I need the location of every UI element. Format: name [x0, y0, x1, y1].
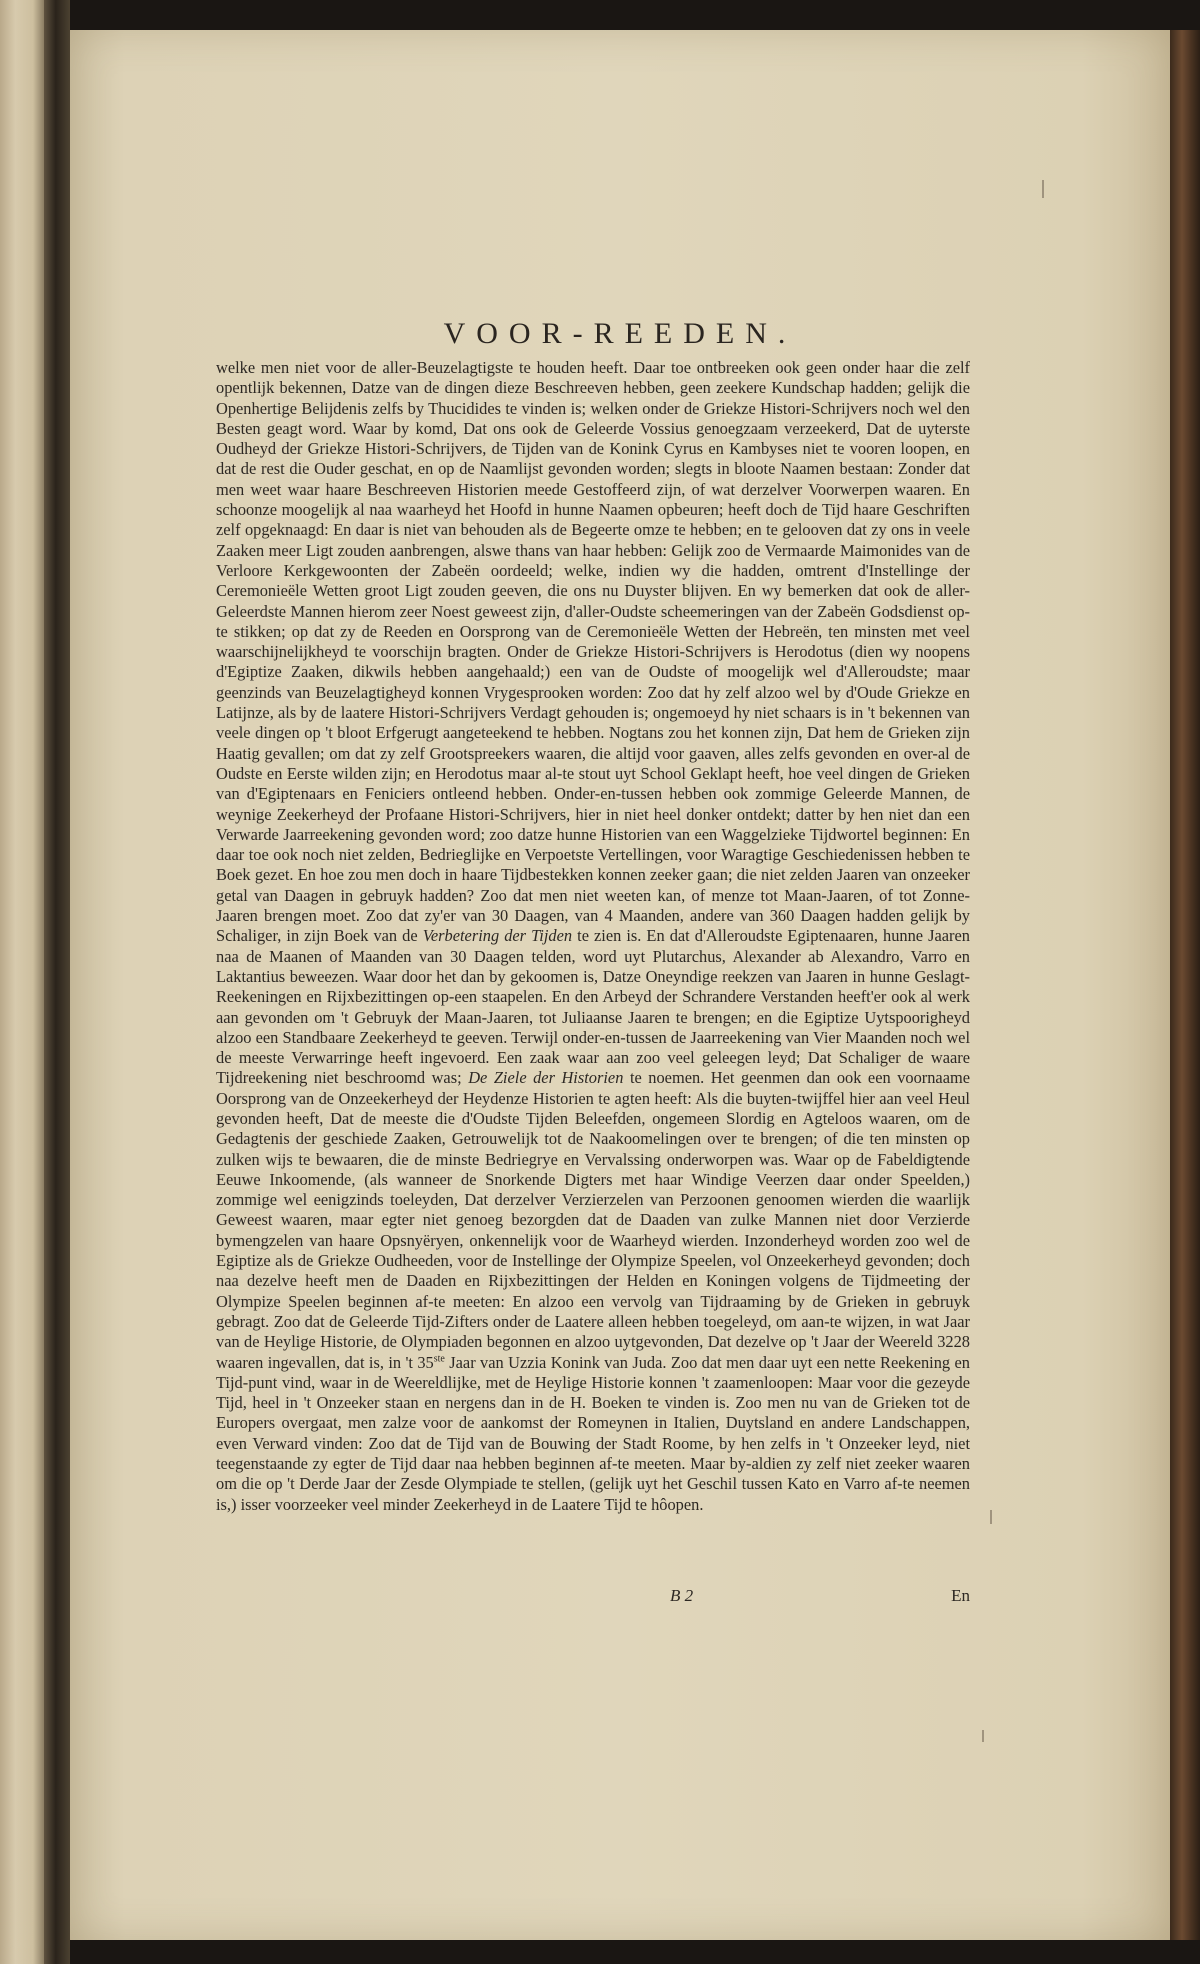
running-head: VOOR-REEDEN.	[443, 317, 797, 350]
signature-mark: B 2	[670, 1586, 694, 1605]
text-segment-2: te zien is. En dat d'Alleroudste Egiptenaaren, hunne Jaaren naa de Maanen of Maanden van 30 Daagen telden, word uyt Plutarchus, Alexander ab Alexandro, Varro en Laktantius beweezen. Waar door het dan by gekoomen is, Datze Oneyndige reekzen van Jaaren in hunne Geslagt-Reekeningen en Rijxbezittingen op-een staapelen. En den Arbeyd der Schrandere Verstanden heeft'er ook al werk aan gevonden om 't Gebruyk der Maan-Jaaren, tot Juliaanse Jaaren te brengen; en die Egiptize Uytspoorigheyd alzoo een Standbaare Zeekerheyd te geeven. Terwijl onder-en-tussen de Jaarreekening van Vier Maanden noch wel de meeste Verwarringe heeft ingevoerd. Een zaak waar aan zoo veel geleegen leyd; Dat Schaliger de waare Tijdreekening niet beschroomd was;	[216, 926, 970, 1088]
book-gutter	[44, 0, 70, 1964]
text-segment-3: te noemen. Het geenmen dan ook een voornaame Oorsprong van de Onzeekerheyd der Heydenze Historien te agten heeft: Als die buyten-twijffel hier aan veel Heul gevonden heeft, Dat de meeste die d'Oudste Tijden Beleefden, ongemeen Slordig en Agteloos waaren, om de Gedagtenis der geschiede Zaaken, Getrouwelijk tot de Naakoomelingen over te brengen; of die ten minsten op zulken wijs te bewaaren, die de minste Bedriegrye en Vervalssing onderworpen was. Waar op de Fabeldigtende Eeuwe Inkoomende, (als wanneer de Snorkende Digters met haar Windige Veerzen daar onder Speelden,) zommige wel eenigzinds toeleyden, Dat derzelver Verzierzelen van Perzoonen genoomen wierden die waarlijk Geweest waaren, maar egter niet genoeg bezorgden dat de Daaden van zulke Mannen niet door Verzierde bymengzelen van haare Opsnyëryen, onkennelijk voor de Waarheyd wierden. Inzonderheyd worden zoo wel de Egiptize als de Griekze Oudheeden, voor de Instellinge der Olympize Speelen, vol Onzeekerheyd gevonden; doch naa dezelve heeft men de Daaden en Rijxbezittingen der Helden en Koningen volgens de Tijdmeeting der Olympize Speelen beginnen af-te meeten: En alzoo een vervolg van Tijdraaming by de Grieken in gebruyk gebragt. Zoo dat de Geleerde Tijd-Zifters onder de Laatere alleen hebben toegeleyd, om aan-te wijzen, in wat Jaar van de Heylige Historie, de Olympiaden begonnen en alzoo uytgevonden, Dat dezelve op 't Jaar der Weereld 3228 waaren ingevallen, dat is, in 't 35	[216, 1068, 971, 1372]
soul-phrase-italic: De Ziele der Historien	[468, 1068, 624, 1088]
paragraph	[216, 358, 970, 1515]
facing-page-edge	[0, 0, 44, 1964]
binding-edge	[1170, 30, 1200, 1940]
body-text	[216, 358, 970, 1515]
ordinal-suffix: ste	[433, 1353, 445, 1365]
text-segment-1: welke men niet voor de aller-Beuzelagtigste te houden heeft. Daar toe ontbreeken ook geen onder haar die zelf opentlijk bekennen, Datze van de dingen dieze Beschreeven hebben, geen zeekere Kundschap hadden; gelijk die Openhertige Belijdenis zelfs by Thucidides te vinden is; welken onder de Griekze Histori-Schrijvers noch wel den Besten geagt word. Waar by komd, Dat ons ook de Geleerde Vossius genoegzaam verzeekerd, Dat de uyterste Oudheyd der Griekze Histori-Schrijvers, de Tijden van de Konink Cyrus en Kambyses niet te vooren loopen, en dat de rest die Ouder geschat, en op de Naamlijst gevonden worden; slegts in bloote Naamen bestaan: Zonder dat men weet waar haare Beschreeven Historien meede Gestoffeerd zijn, of wat derzelver Voorwerpen waaren. En schoonze moogelijk al naa waarheyd het Hoofd in hunne Naamen opbeuren; heeft doch de Tijd haare Geschriften zelf opgeknaagd: En daar is niet van behouden als de Begeerte omze te hebben; en te gelooven dat zy ons in veele Zaaken meer Ligt zouden aanbrengen, alswe thans van haar hebben: Gelijk zoo de Vermaarde Maimonides van de Verloore Kerkgewoonten der Zabeën oordeeld; welke, indien wy die hadden, omtrent d'Instellinge der Ceremonieële Wetten groot Ligt zouden geeven, die ons nu Duyster blijven. En wy bemerken dat ook de aller-Geleerdste Mannen hierom zeer Noest geweest zijn, d'aller-Oudste scheemeringen van der Zabeën Godsdienst op-te stikken; op dat zy de Reeden en Oorsprong van de Ceremonieële Wetten der Hebreën, ten minsten met veel waarschijnelijkheyd te voorschijn bragten. Onder de Griekze Histori-Schrijvers is Herodotus (dien wy noopens d'Egiptize Zaaken, dikwils hebben aangehaald;) een van de Oudste of moogelijk wel d'Alleroudste; maar geenzinds van Beuzelagtigheyd konnen Vrygesprooken worden: Zoo dat hy zelf alzoo wel by d'Oude Griekze en Latijnze, als by de laatere Histori-Schrijvers Verdagt gehouden is; ongemoeyd hy niet schaars is in 't bekennen van veele dingen op 't bloot Erfgerugt aangeteekend te hebben. Nogtans zou het konnen zijn, Dat hem de Grieken zijn Haatig gevallen; om dat zy zelf Grootspreekers waaren, die altijd voor gaaven, alles zelfs gevonden en over-al de Oudste en Eerste wilden zijn; en Herodotus maar al-te stout uyt School Geklapt heeft, hoe veel dingen de Grieken van d'Egiptenaars en Feniciers ontleend hebben. Onder-en-tussen hebben ook zommige Geleerde Mannen, de weynige Zeekerheyd der Profaane Histori-Schrijvers, hier in niet heel donker ontdekt; datter by hen niet dan een Verwarde Jaarreekening gevonden word; zoo datze hunne Historien van een Waggelzieke Tijdwortel beginnen: En daar toe ook noch niet zelden, Bedrieglijke en Verpoetste Vertellingen, voor Waragtige Geschiedenissen hebben te Boek gezet. En hoe zou men doch in haare Tijdbestekken konnen zeeker gaan; die niet zelden Jaaren van onzeeker getal van Daagen in gebruyk hadden? Zoo dat men niet weeten kan, of menze tot Maan-Jaaren, of tot Zonne-Jaaren brengen moet. Zoo dat zy'er van 30 Daagen, van 4 Maanden, andere van 360 Daagen hadden gelijk by Schaliger, in zijn Boek van de	[216, 358, 970, 946]
paper-blemish	[1042, 180, 1044, 198]
catchword: En	[951, 1586, 970, 1605]
page-foot	[216, 1586, 970, 1610]
paper-blemish	[982, 1730, 984, 1742]
text-segment-4: Jaar van Uzzia Konink van Juda. Zoo dat men daar uyt een nette Reekening en Tijd-punt vind, waar in de Weereldlijke, met de Heylige Historie konnen 't zaamenloopen: Maar voor die gezeyde Tijd, heel in 't Onzeeker staan en nergens dan in de H. Boeken te vinden is. Zoo men nu van de Grieken tot de Europers overgaat, men zalze voor de aankomst der Romeynen in Italien, Duytsland en andere Landschappen, even Verward vinden: Zoo dat de Tijd van de Bouwing der Stadt Roome, by hen zelfs in 't Onzeeker leyd, niet teegenstaande zy egter de Tijd daar naa hebben beginnen af-te meeten. Maar by-aldien zy zelf niet zeeker waaren om die op 't Derde Jaar der Zesde Olympiade te stellen, (gelijk uyt het Geschil tussen Kato en Varro af-te neemen is,) isser voorzeeker veel minder Zeekerheyd in de Laatere Tijd te hôopen.	[216, 1352, 970, 1514]
book-title-italic: Verbetering der Tijden	[422, 926, 573, 946]
book-page	[70, 30, 1170, 1940]
paper-blemish	[990, 1510, 992, 1524]
